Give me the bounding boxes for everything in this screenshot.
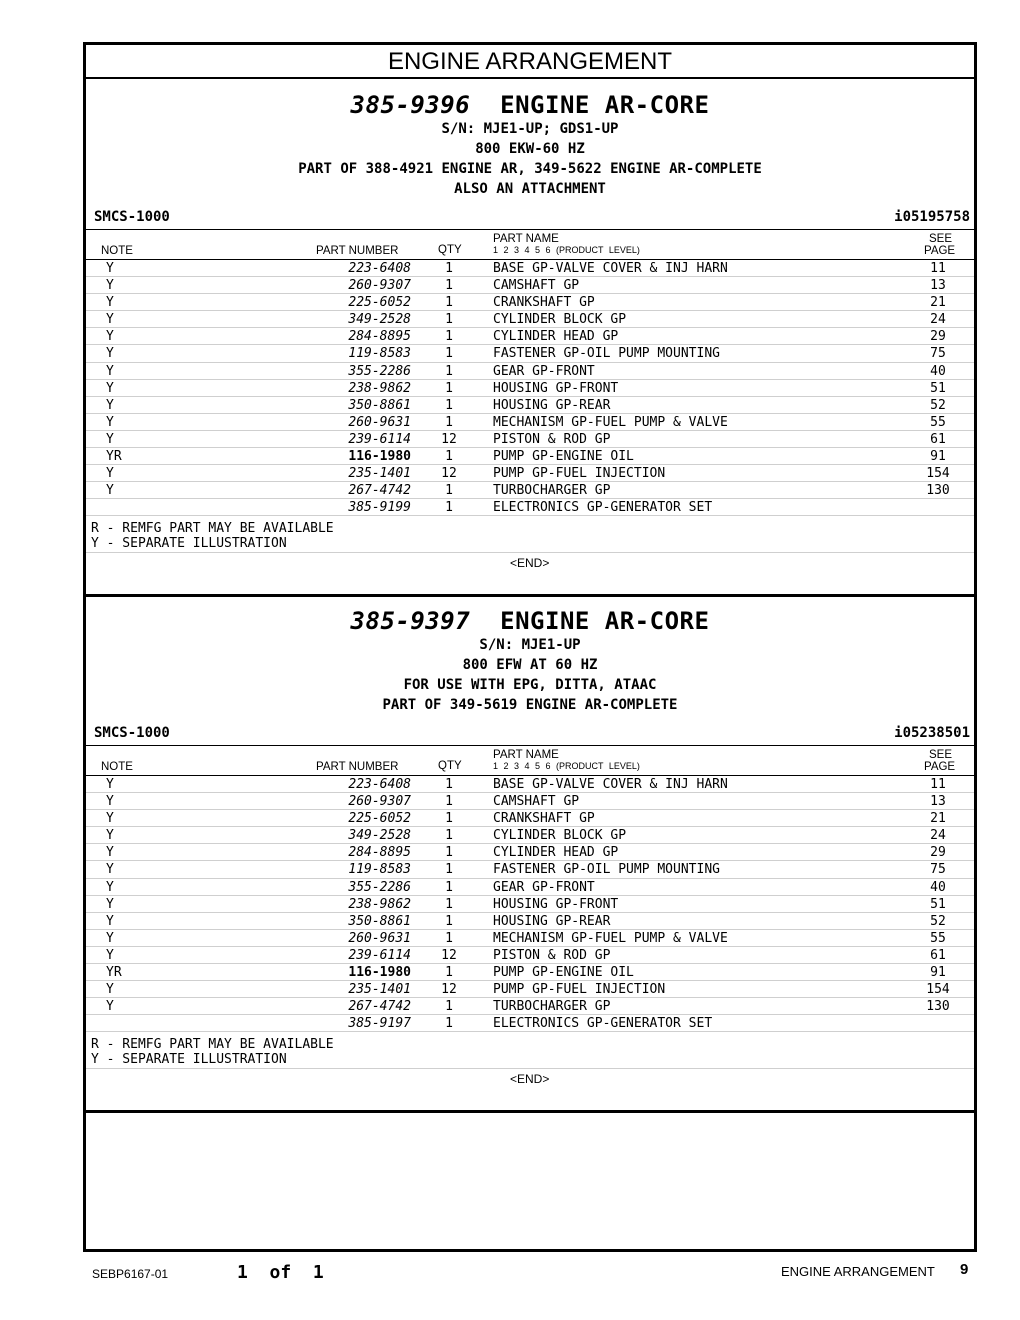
legend-illustration: Y - SEPARATE ILLUSTRATION xyxy=(91,536,287,551)
row-part-name: PISTON & ROD GP xyxy=(493,947,611,963)
row-part-name: FASTENER GP-OIL PUMP MOUNTING xyxy=(493,346,720,362)
page-frame xyxy=(83,42,977,1252)
row-qty: 1 xyxy=(445,828,453,844)
row-see-page: 130 xyxy=(926,999,950,1015)
table-row xyxy=(86,947,974,964)
table-row xyxy=(86,1015,974,1032)
row-note: Y xyxy=(106,879,114,895)
row-qty: 1 xyxy=(445,777,453,792)
row-part-name: MECHANISM GP-FUEL PUMP & VALVE xyxy=(493,414,728,430)
row-see-page: 91 xyxy=(930,965,946,981)
row-part-name: FASTENER GP-OIL PUMP MOUNTING xyxy=(493,862,720,878)
section-extra-line: ALSO AN ATTACHMENT xyxy=(454,181,606,197)
divider xyxy=(86,745,974,746)
row-part-name: BASE GP-VALVE COVER & INJ HARN xyxy=(493,261,728,276)
table-row xyxy=(86,328,974,345)
table-row xyxy=(86,879,974,896)
row-note: Y xyxy=(106,828,114,844)
table-row xyxy=(86,981,974,998)
row-see-page: 154 xyxy=(926,466,950,482)
row-part-name: HOUSING GP-FRONT xyxy=(493,380,619,396)
row-part-number: 223-6408 xyxy=(348,261,411,276)
row-see-page: 13 xyxy=(930,794,946,810)
row-part-number: 116-1980 xyxy=(348,965,411,981)
col-qty: QTY xyxy=(438,244,462,256)
row-qty: 1 xyxy=(445,999,453,1015)
col-product-level: 1 2 3 4 5 6 (PRODUCT LEVEL) xyxy=(493,245,640,255)
row-part-number: 223-6408 xyxy=(348,777,411,792)
legend xyxy=(91,521,334,551)
section-part-of-line: PART OF 349-5619 ENGINE AR-COMPLETE xyxy=(382,697,678,713)
row-part-number: 267-4742 xyxy=(348,999,411,1015)
row-qty: 1 xyxy=(445,811,453,827)
row-part-number: 235-1401 xyxy=(348,982,411,998)
row-note: Y xyxy=(106,261,114,276)
section-usage-line: FOR USE WITH EPG, DITTA, ATAAC xyxy=(403,677,657,693)
table-row xyxy=(86,363,974,380)
row-qty: 1 xyxy=(445,363,453,379)
row-part-number: 239-6114 xyxy=(348,431,411,447)
row-part-number: 260-9307 xyxy=(348,278,411,294)
row-qty: 1 xyxy=(445,879,453,895)
row-qty: 1 xyxy=(445,312,453,328)
row-qty: 12 xyxy=(441,431,457,447)
row-see-page: 13 xyxy=(930,278,946,294)
section-title: ENGINE AR-CORE xyxy=(500,607,710,635)
row-qty: 1 xyxy=(445,483,453,499)
row-qty: 1 xyxy=(445,449,453,465)
row-see-page: 55 xyxy=(930,930,946,946)
row-see-page: 11 xyxy=(930,777,946,792)
row-note: Y xyxy=(106,483,114,499)
table-row xyxy=(86,964,974,981)
row-see-page: 52 xyxy=(930,913,946,929)
row-part-number: 385-9199 xyxy=(348,500,411,516)
row-part-number: 355-2286 xyxy=(348,363,411,379)
row-part-name: CRANKSHAFT GP xyxy=(493,811,595,827)
section-serial-line: S/N: MJE1-UP xyxy=(479,637,581,653)
row-qty: 1 xyxy=(445,500,453,516)
table-row xyxy=(86,998,974,1015)
col-note: NOTE xyxy=(101,245,133,257)
divider xyxy=(86,1068,974,1069)
row-qty: 1 xyxy=(445,295,453,311)
row-qty: 1 xyxy=(445,965,453,981)
legend-remfg: R - REMFG PART MAY BE AVAILABLE xyxy=(91,521,334,536)
row-note: Y xyxy=(106,346,114,362)
row-part-number: 350-8861 xyxy=(348,397,411,413)
table-row xyxy=(86,861,974,878)
section-serial-line: S/N: MJE1-UP; GDS1-UP xyxy=(441,121,619,137)
col-part-name: PART NAME xyxy=(493,233,559,245)
footer-section: ENGINE ARRANGEMENT xyxy=(781,1264,935,1279)
row-note: Y xyxy=(106,913,114,929)
row-note: Y xyxy=(106,999,114,1015)
row-part-name: PUMP GP-FUEL INJECTION xyxy=(493,466,666,482)
row-qty: 1 xyxy=(445,329,453,345)
row-qty: 1 xyxy=(445,862,453,878)
row-note: Y xyxy=(106,363,114,379)
row-part-number: 116-1980 xyxy=(348,449,411,465)
col-see: SEE xyxy=(929,749,953,761)
row-qty: 12 xyxy=(441,947,457,963)
row-note: Y xyxy=(106,862,114,878)
row-part-name: GEAR GP-FRONT xyxy=(493,879,595,895)
row-see-page: 29 xyxy=(930,845,946,861)
row-part-number: 235-1401 xyxy=(348,466,411,482)
row-note: Y xyxy=(106,414,114,430)
row-qty: 1 xyxy=(445,794,453,810)
parts-section xyxy=(86,597,974,1113)
row-part-number: 119-8583 xyxy=(348,346,411,362)
table-row xyxy=(86,827,974,844)
row-see-page: 51 xyxy=(930,896,946,912)
row-see-page: 51 xyxy=(930,380,946,396)
row-part-name: HOUSING GP-REAR xyxy=(493,397,611,413)
footer-page-number: 9 xyxy=(960,1261,969,1278)
row-qty: 1 xyxy=(445,845,453,861)
section-title: ENGINE AR-CORE xyxy=(500,91,710,119)
row-part-name: CRANKSHAFT GP xyxy=(493,295,595,311)
row-part-name: PUMP GP-ENGINE OIL xyxy=(493,965,634,981)
row-part-name: PISTON & ROD GP xyxy=(493,431,611,447)
row-see-page: 29 xyxy=(930,329,946,345)
table-row xyxy=(86,397,974,414)
smcs-code: SMCS-1000 xyxy=(94,725,170,741)
section-part-of-line: PART OF 388-4921 ENGINE AR, 349-5622 ENGINE AR-COMPLETE xyxy=(298,161,762,177)
section-rating-line: 800 EKW-60 HZ xyxy=(475,141,585,157)
col-part-number: PART NUMBER xyxy=(316,761,399,773)
row-part-name: HOUSING GP-REAR xyxy=(493,913,611,929)
section-part-number: 385-9396 xyxy=(350,91,471,119)
col-product-level: 1 2 3 4 5 6 (PRODUCT LEVEL) xyxy=(493,761,640,771)
table-row xyxy=(86,448,974,465)
table-row xyxy=(86,277,974,294)
row-part-number: 350-8861 xyxy=(348,913,411,929)
table-row xyxy=(86,380,974,397)
section-rating-line: 800 EFW AT 60 HZ xyxy=(462,657,598,673)
table-row xyxy=(86,810,974,827)
row-part-number: 284-8895 xyxy=(348,329,411,345)
row-part-name: ELECTRONICS GP-GENERATOR SET xyxy=(493,1016,713,1032)
table-row xyxy=(86,896,974,913)
row-part-name: CAMSHAFT GP xyxy=(493,794,580,810)
row-note: Y xyxy=(106,845,114,861)
table-row xyxy=(86,913,974,930)
footer-doc-id: SEBP6167-01 xyxy=(92,1267,169,1281)
row-part-name: TURBOCHARGER GP xyxy=(493,999,611,1015)
row-part-number: 267-4742 xyxy=(348,483,411,499)
parts-table xyxy=(86,776,974,1032)
row-note: Y xyxy=(106,947,114,963)
row-part-name: CYLINDER HEAD GP xyxy=(493,845,619,861)
page-title: ENGINE ARRANGEMENT xyxy=(86,45,974,79)
table-row xyxy=(86,776,974,793)
row-part-number: 260-9307 xyxy=(348,794,411,810)
parts-table xyxy=(86,260,974,516)
table-row xyxy=(86,499,974,516)
row-see-page: 75 xyxy=(930,862,946,878)
row-qty: 1 xyxy=(445,380,453,396)
row-note: Y xyxy=(106,312,114,328)
row-note: YR xyxy=(106,449,122,465)
row-part-number: 349-2528 xyxy=(348,828,411,844)
row-note: Y xyxy=(106,278,114,294)
table-row xyxy=(86,482,974,499)
row-see-page: 24 xyxy=(930,312,946,328)
row-qty: 1 xyxy=(445,414,453,430)
table-row xyxy=(86,465,974,482)
divider xyxy=(86,552,974,553)
row-note: Y xyxy=(106,397,114,413)
row-part-name: TURBOCHARGER GP xyxy=(493,483,611,499)
row-part-number: 349-2528 xyxy=(348,312,411,328)
row-see-page: 91 xyxy=(930,449,946,465)
row-see-page: 24 xyxy=(930,828,946,844)
row-part-name: MECHANISM GP-FUEL PUMP & VALVE xyxy=(493,930,728,946)
table-row xyxy=(86,260,974,277)
row-note: Y xyxy=(106,295,114,311)
legend-illustration: Y - SEPARATE ILLUSTRATION xyxy=(91,1052,287,1067)
row-see-page: 61 xyxy=(930,947,946,963)
row-part-number: 239-6114 xyxy=(348,947,411,963)
col-part-name: PART NAME xyxy=(493,749,559,761)
row-qty: 1 xyxy=(445,1016,453,1032)
row-part-name: PUMP GP-FUEL INJECTION xyxy=(493,982,666,998)
col-part-number: PART NUMBER xyxy=(316,245,399,257)
row-note: Y xyxy=(106,896,114,912)
row-part-name: CYLINDER BLOCK GP xyxy=(493,828,627,844)
row-see-page: 55 xyxy=(930,414,946,430)
row-see-page: 21 xyxy=(930,811,946,827)
row-part-name: CAMSHAFT GP xyxy=(493,278,580,294)
row-note: Y xyxy=(106,329,114,345)
row-qty: 1 xyxy=(445,930,453,946)
row-part-number: 284-8895 xyxy=(348,845,411,861)
row-part-number: 238-9862 xyxy=(348,380,411,396)
row-see-page: 75 xyxy=(930,346,946,362)
row-note: Y xyxy=(106,777,114,792)
row-note: Y xyxy=(106,431,114,447)
row-see-page: 40 xyxy=(930,363,946,379)
section-heading xyxy=(86,91,974,119)
end-marker: <END> xyxy=(510,1072,550,1086)
col-see: SEE xyxy=(929,233,953,245)
row-part-number: 119-8583 xyxy=(348,862,411,878)
row-see-page: 40 xyxy=(930,879,946,895)
row-part-number: 355-2286 xyxy=(348,879,411,895)
col-page: PAGE xyxy=(924,761,956,773)
legend xyxy=(91,1037,334,1067)
row-qty: 1 xyxy=(445,913,453,929)
col-qty: QTY xyxy=(438,760,462,772)
row-part-number: 260-9631 xyxy=(348,930,411,946)
row-qty: 1 xyxy=(445,278,453,294)
row-part-number: 260-9631 xyxy=(348,414,411,430)
smcs-code: SMCS-1000 xyxy=(94,209,170,225)
row-part-number: 225-6052 xyxy=(348,811,411,827)
row-see-page: 154 xyxy=(926,982,950,998)
table-row xyxy=(86,793,974,810)
table-row xyxy=(86,844,974,861)
legend-remfg: R - REMFG PART MAY BE AVAILABLE xyxy=(91,1037,334,1052)
row-qty: 1 xyxy=(445,346,453,362)
row-note: Y xyxy=(106,794,114,810)
illustration-id: i05238501 xyxy=(894,725,970,741)
col-note: NOTE xyxy=(101,761,133,773)
table-row xyxy=(86,311,974,328)
row-part-name: ELECTRONICS GP-GENERATOR SET xyxy=(493,500,713,516)
section-part-number: 385-9397 xyxy=(350,607,471,635)
row-part-name: CYLINDER HEAD GP xyxy=(493,329,619,345)
row-qty: 1 xyxy=(445,261,453,276)
table-row xyxy=(86,930,974,947)
row-part-name: CYLINDER BLOCK GP xyxy=(493,312,627,328)
row-see-page: 11 xyxy=(930,261,946,276)
divider xyxy=(86,229,974,230)
illustration-id: i05195758 xyxy=(894,209,970,225)
row-note: Y xyxy=(106,982,114,998)
end-marker: <END> xyxy=(510,556,550,570)
footer-page-of: 1 of 1 xyxy=(237,1262,324,1283)
row-qty: 1 xyxy=(445,397,453,413)
row-part-name: BASE GP-VALVE COVER & INJ HARN xyxy=(493,777,728,792)
row-note: Y xyxy=(106,930,114,946)
row-see-page: 52 xyxy=(930,397,946,413)
table-row xyxy=(86,345,974,362)
row-note: Y xyxy=(106,380,114,396)
row-part-number: 225-6052 xyxy=(348,295,411,311)
row-note: Y xyxy=(106,811,114,827)
row-qty: 1 xyxy=(445,896,453,912)
row-part-name: PUMP GP-ENGINE OIL xyxy=(493,449,634,465)
row-qty: 12 xyxy=(441,466,457,482)
row-note: Y xyxy=(106,466,114,482)
row-see-page: 21 xyxy=(930,295,946,311)
row-qty: 12 xyxy=(441,982,457,998)
section-heading xyxy=(86,607,974,635)
row-see-page: 61 xyxy=(930,431,946,447)
table-row xyxy=(86,431,974,448)
row-part-name: HOUSING GP-FRONT xyxy=(493,896,619,912)
row-part-number: 238-9862 xyxy=(348,896,411,912)
col-page: PAGE xyxy=(924,245,956,257)
row-part-number: 385-9197 xyxy=(348,1016,411,1032)
row-see-page: 130 xyxy=(926,483,950,499)
table-row xyxy=(86,294,974,311)
table-row xyxy=(86,414,974,431)
parts-section xyxy=(86,79,974,597)
row-note: YR xyxy=(106,965,122,981)
row-part-name: GEAR GP-FRONT xyxy=(493,363,595,379)
